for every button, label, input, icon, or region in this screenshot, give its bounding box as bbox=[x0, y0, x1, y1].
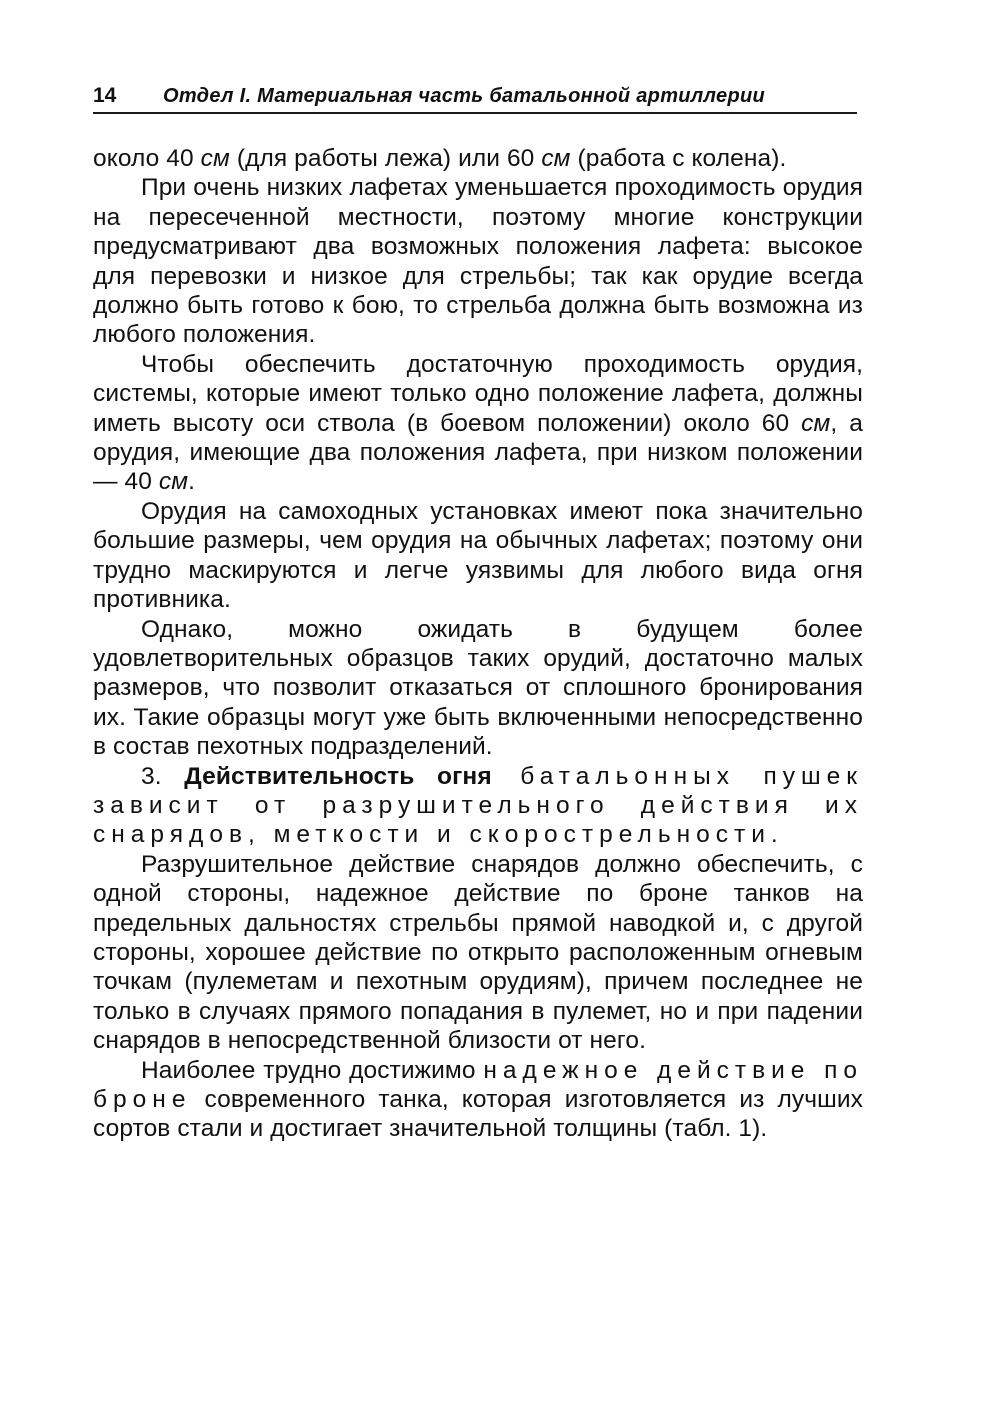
text-run: Однако, можно ожидать в будущем более удовлетворительных образцов таких орудий, достаточно малых размеров, что позволит отказаться от сплошного бронирования их. Такие образцы могут уже быть включенными непосредственно в состав пехотных подразделений. bbox=[93, 615, 863, 761]
paragraph-destructive-action bbox=[93, 850, 863, 1056]
section-number: 3. bbox=[141, 762, 185, 790]
paragraph-armor bbox=[93, 1056, 863, 1144]
running-title: Отдел I. Материальная часть батальонной артиллерии bbox=[163, 85, 765, 107]
text-run: . bbox=[188, 468, 196, 496]
section-heading: Действительность огня bbox=[184, 762, 492, 790]
text-run: Орудия на самоходных установках имеют пока значительно большие размеры, чем орудия на обычных лафетах; поэтому они трудно маскируются и легче уязвимы для любого вида огня противника. bbox=[93, 497, 863, 614]
emphasized-text: надежное действие по броне bbox=[93, 1056, 863, 1113]
book-page bbox=[93, 84, 863, 1144]
body-text bbox=[93, 144, 863, 1144]
unit-cm: см bbox=[801, 409, 831, 437]
paragraph-self-propelled bbox=[93, 497, 863, 615]
text-run: Наиболее трудно достижимо bbox=[141, 1056, 484, 1084]
text-run: Чтобы обеспечить достаточную проходимость орудия, системы, которые имеют только одно положение лафета, должны иметь высоту оси ствола (в боевом положении) около 60 bbox=[93, 350, 863, 437]
text-run: , а орудия, имеющие два положения лафета, при низком положении — 40 bbox=[93, 409, 863, 496]
text-run: При очень низких лафетах уменьшается проходимость орудия на пересеченной местности, поэтому многие конструкции предусматривают два возможных положения лафета: высокое для перевозки и низкое для стрельбы; так как орудие всегда должно быть готово к бою, то стрельба должна быть возможна из любого положения. bbox=[93, 174, 863, 349]
paragraph-mobility bbox=[93, 350, 863, 497]
page-number: 14 bbox=[93, 84, 117, 107]
text-run: Разрушительное действие снарядов должно обеспечить, с одной стороны, надежное действие по броне танков на предельных дальностях стрельбы прямой наводкой и, с другой стороны, хорошее действие по открыто расположенным огневым точкам (пулеметам и пехотным орудиям), причем последнее не только в случаях прямого попадания в пулемет, но и при падении снарядов в непосредственной близости от него. bbox=[93, 850, 863, 1055]
text-run: (для работы лежа) или 60 bbox=[229, 145, 542, 172]
text-run: современного танка, которая изготовляется из лучших сортов стали и достигает значительной толщины (табл. 1). bbox=[93, 1086, 863, 1143]
emphasized-text: батальонных пушек зависит от разрушительного действия их снарядов, меткости и скорострельности. bbox=[93, 762, 864, 849]
text-run: (работа с колена). bbox=[570, 145, 787, 172]
running-header bbox=[93, 84, 857, 114]
paragraph-continuation bbox=[93, 144, 863, 173]
paragraph-low-carriages bbox=[93, 173, 863, 349]
unit-cm: см bbox=[541, 145, 571, 172]
text-run: около 40 bbox=[93, 145, 201, 172]
unit-cm: см bbox=[158, 468, 189, 496]
paragraph-future-designs bbox=[93, 615, 863, 762]
unit-cm: см bbox=[200, 145, 230, 172]
paragraph-section-3 bbox=[93, 762, 863, 850]
